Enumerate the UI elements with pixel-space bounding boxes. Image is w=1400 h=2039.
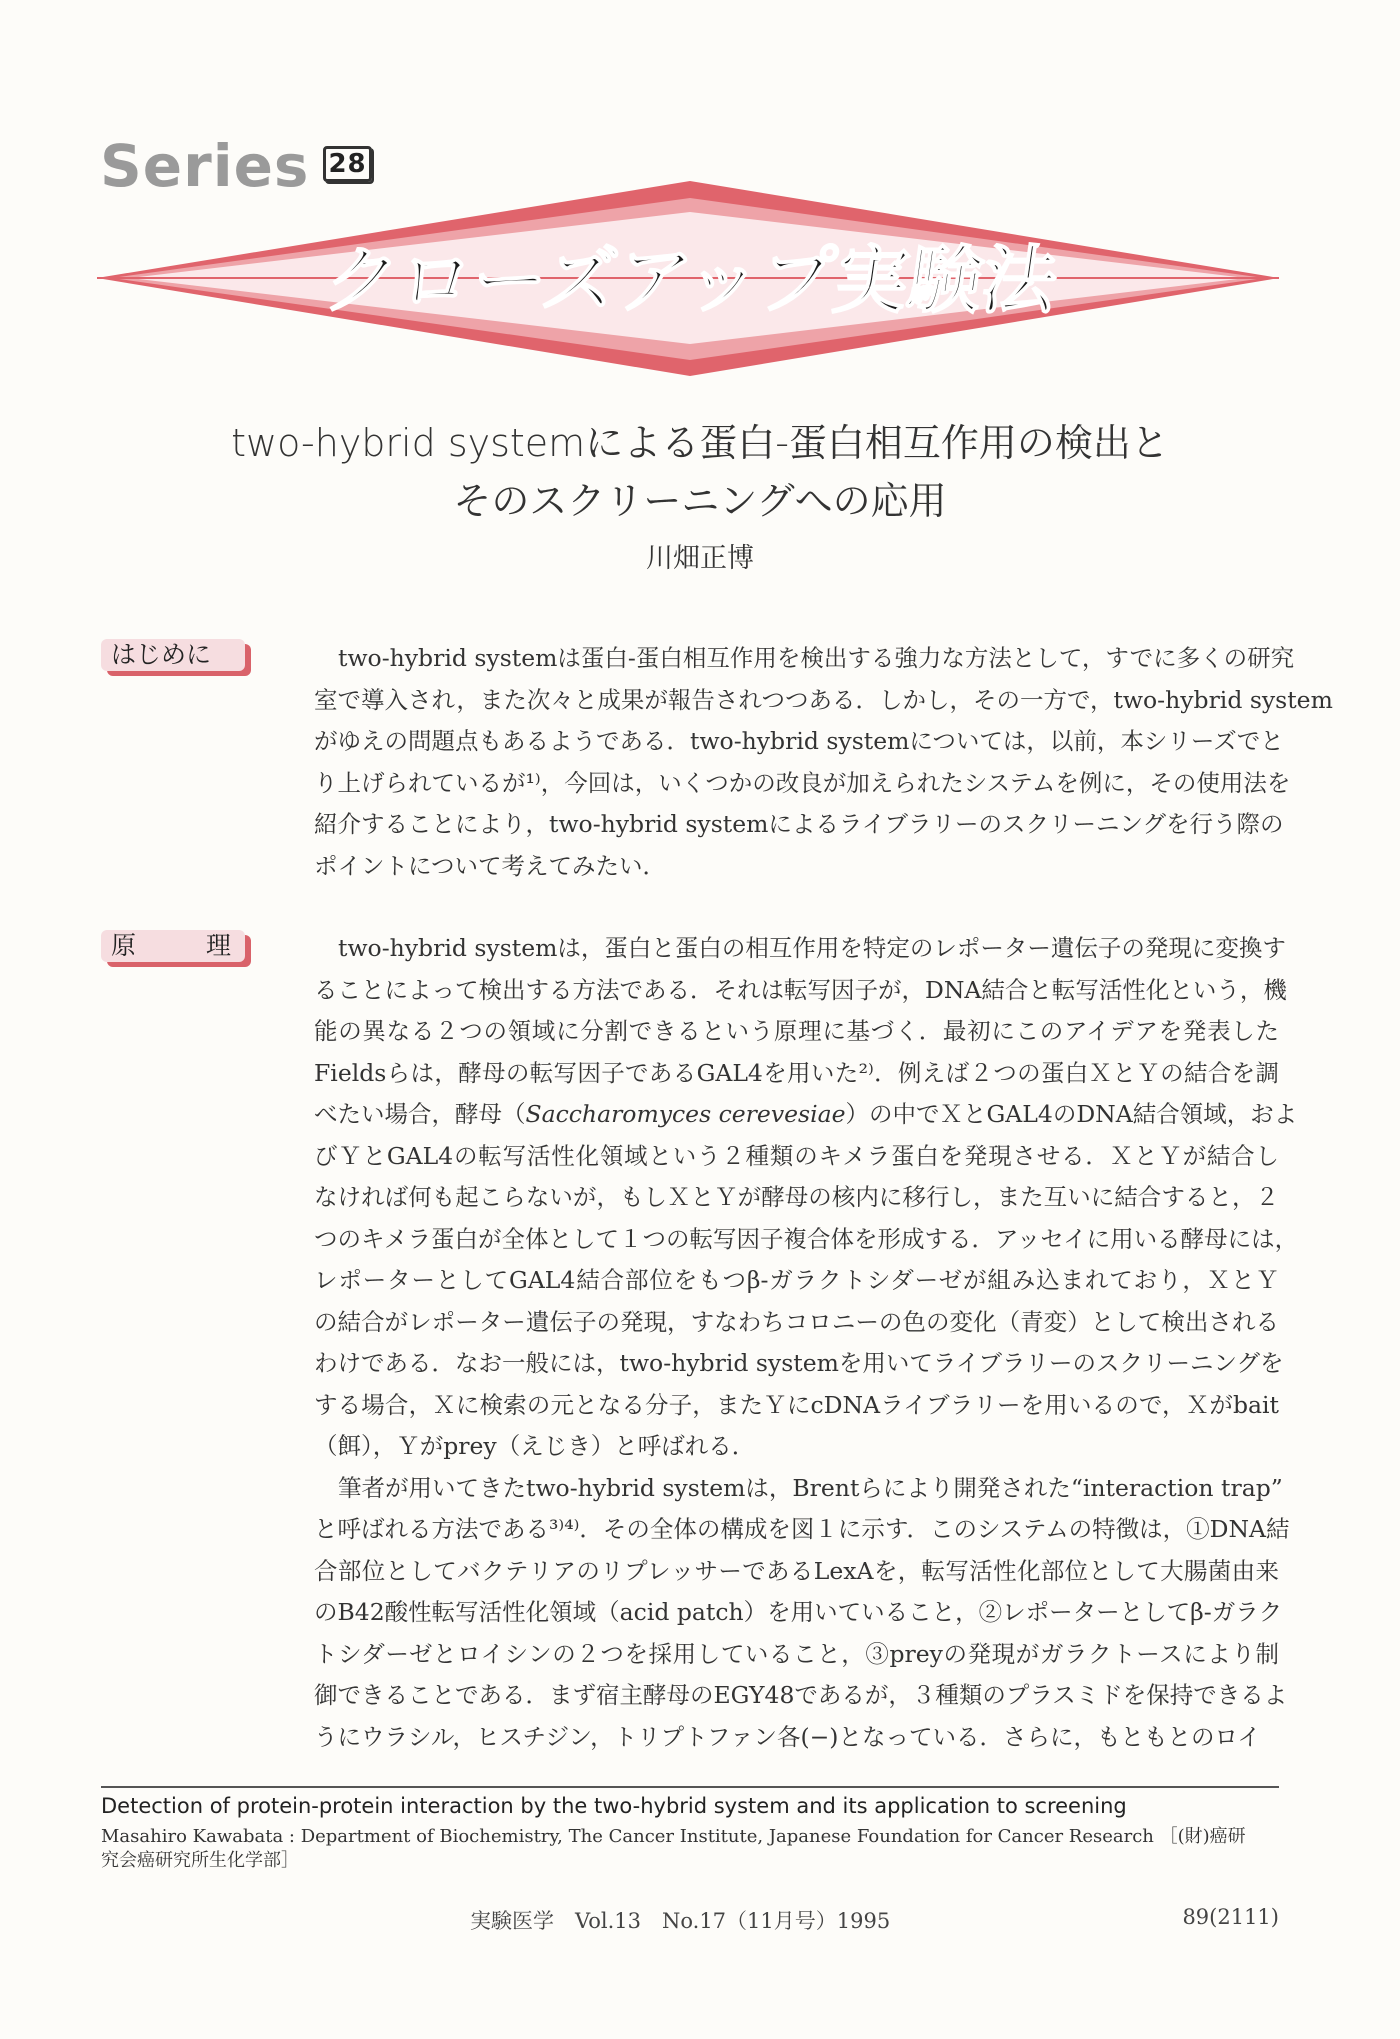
article-title-line2: そのスクリーニングへの応用 <box>453 479 947 523</box>
body-line: の結合がレポーター遺伝子の発現，すなわちコロニーの色の変化（青変）として検出される <box>314 1307 1279 1336</box>
body-line: 合部位としてバクテリアのリプレッサーであるLexAを，転写活性化部位として大腸菌由来 <box>314 1556 1279 1585</box>
body-line: 能の異なる２つの領域に分割できるという原理に基づく．最初にこのアイデアを発表した <box>314 1017 1279 1045</box>
body-line: する場合，Ｘに検索の元となる分子，またＹにcDNAライブラリーを用いるので，Ｘがbait <box>314 1390 1279 1419</box>
body-line: べたい場合，酵母（Saccharomyces cerevesiae）の中でＸとGAL4のDNA結合領域，およ <box>314 1100 1298 1128</box>
english-title: Detection of protein-protein interaction by the two-hybrid system and its application to screening <box>101 1794 1127 1818</box>
article-title-line1: two-hybrid systemによる蛋白-蛋白相互作用の検出と <box>231 421 1169 465</box>
banner-title: クローズアップ実験法 <box>318 237 1062 324</box>
heading-char: 理 <box>205 931 231 960</box>
body-line: トシダーゼとロイシンの２つを採用していること，③preyの発現がガラクトースにより制 <box>314 1639 1279 1668</box>
footer-divider <box>101 1786 1279 1788</box>
affiliation: Masahiro Kawabata : Department of Biochemistry, The Cancer Institute, Japanese Foundation for Cancer Research ［(財)癌研 <box>101 1826 1246 1847</box>
body-line: （餌），Ｙがprey（えじき）と呼ばれる． <box>314 1432 756 1460</box>
series-banner <box>0 0 1400 400</box>
section-heading-principle <box>101 930 245 962</box>
body-line: 御できることである．まず宿主酵母のEGY48であるが，３種類のプラスミドを保持できるよ <box>314 1681 1288 1709</box>
body-line: ポイントについて考えてみたい． <box>314 851 667 880</box>
body-line: なければ何も起こらないが，もしＸとＹが酵母の核内に移行し，また互いに結合すると，２ <box>314 1183 1279 1211</box>
body-line: レポーターとしてGAL4結合部位をもつβ-ガラクトシダーゼが組み込まれており，ＸとＹ <box>314 1266 1279 1294</box>
body-line: がゆえの問題点もあるようである．two-hybrid systemについては，以前，本シリーズでと <box>314 727 1284 755</box>
heading-char: 原 <box>111 931 137 960</box>
affiliation-cont: 究会癌研究所生化学部］ <box>101 1850 299 1871</box>
body-line: と呼ばれる方法である³⁾⁴⁾．その全体の構成を図１に示す．このシステムの特徴は，①DNA結 <box>314 1515 1290 1543</box>
body-line: 室で導入され，また次々と成果が報告されつつある．しかし，その一方で，two-hybrid system <box>314 685 1333 714</box>
series-number: 28 <box>323 146 371 182</box>
body-line: 筆者が用いてきたtwo-hybrid systemは，Brentらにより開発された“interaction trap” <box>338 1473 1283 1502</box>
body-line: Fieldsらは，酵母の転写因子であるGAL4を用いた²⁾．例えば２つの蛋白ＸとＹの結合を調 <box>314 1058 1279 1087</box>
body-line: two-hybrid systemは，蛋白と蛋白の相互作用を特定のレポーター遺伝子の発現に変換す <box>338 934 1286 962</box>
body-line: びＹとGAL4の転写活性化領域という２種類のキメラ蛋白を発現させる．ＸとＹが結合し <box>314 1141 1279 1170</box>
section-heading-introduction: はじめに <box>101 639 245 671</box>
page-number: 89(2111) <box>1182 1905 1279 1929</box>
body-line: り上げられているが¹⁾，今回は，いくつかの改良が加えられたシステムを例に，その使用法を <box>314 768 1291 797</box>
author: 川畑正博 <box>646 543 754 574</box>
body-line: わけである．なお一般には，two-hybrid systemを用いてライブラリーのスクリーニングを <box>314 1349 1284 1377</box>
body-line: two-hybrid systemは蛋白-蛋白相互作用を検出する強力な方法として，すでに多くの研究 <box>338 644 1295 672</box>
journal-citation: 実験医学 Vol.13 No.17（11月号）1995 <box>470 1909 891 1933</box>
series-text: Series <box>100 132 310 200</box>
body-line: うにウラシル，ヒスチジン，トリプトファン各(−)となっている．さらに，もともとのロイ <box>314 1722 1261 1751</box>
body-line: ることによって検出する方法である．それは転写因子が，DNA結合と転写活性化という，機 <box>314 975 1287 1004</box>
body-line: つのキメラ蛋白が全体として１つの転写因子複合体を形成する．アッセイに用いる酵母には， <box>314 1224 1299 1253</box>
body-line: 紹介することにより，two-hybrid systemによるライブラリーのスクリーニングを行う際の <box>314 810 1284 838</box>
body-line: のB42酸性転写活性化領域（acid patch）を用いていること，②レポーターとしてβ-ガラク <box>314 1598 1283 1626</box>
